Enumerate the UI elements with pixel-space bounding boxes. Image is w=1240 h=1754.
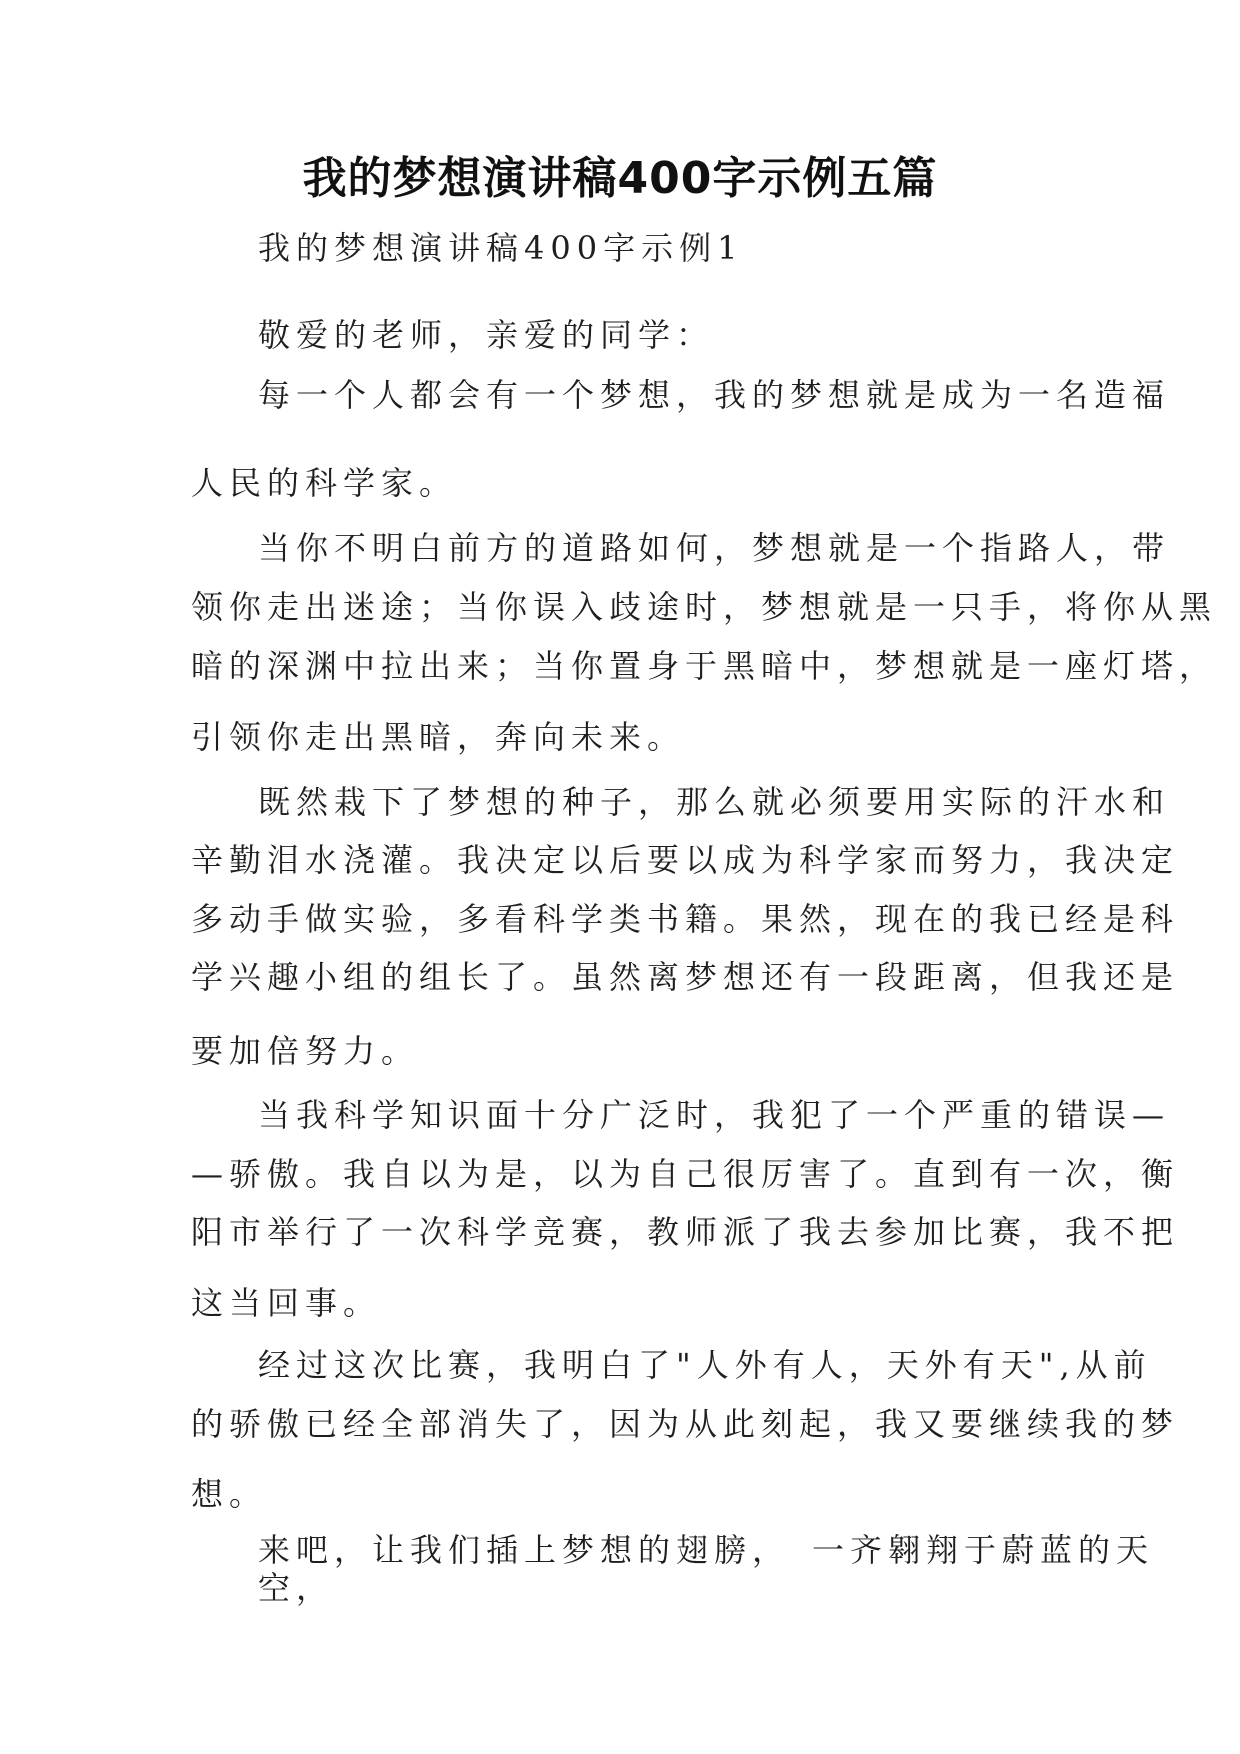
paragraph-line: 的骄傲已经全部消失了，因为从此刻起，我又要继续我的梦 — [191, 1405, 1180, 1443]
paragraph-line: 学兴趣小组的组长了。虽然离梦想还有一段距离，但我还是 — [191, 958, 1180, 996]
paragraph-line: 暗的深渊中拉出来；当你置身于黑暗中，梦想就是一座灯塔， — [191, 647, 1218, 685]
paragraph-line: 经过这次比赛，我明白了"人外有人，天外有天",从前 — [258, 1346, 1152, 1384]
paragraph-line: 阳市举行了一次科学竞赛，教师派了我去参加比赛，我不把 — [191, 1213, 1180, 1251]
paragraph-line: 想。 — [191, 1475, 268, 1513]
paragraph-line: 领你走出迷途；当你误入歧途时，梦想就是一只手，将你从黑 — [191, 588, 1218, 626]
paragraph-line: 当我科学知识面十分广泛时，我犯了一个严重的错误— — [258, 1096, 1171, 1134]
salutation: 敬爱的老师，亲爱的同学： — [258, 316, 715, 354]
paragraph-line: 辛勤泪水浇灌。我决定以后要以成为科学家而努力，我决定 — [191, 841, 1180, 879]
paragraph-line: 多动手做实验，多看科学类书籍。果然，现在的我已经是科 — [191, 900, 1180, 938]
document-title: 我的梦想演讲稿400字示例五篇 — [302, 153, 938, 204]
paragraph-line: —骄傲。我自以为是，以为自己很厉害了。直到有一次，衡 — [191, 1155, 1180, 1193]
paragraph-line: 人民的科学家。 — [191, 464, 458, 502]
paragraph-line: 当你不明白前方的道路如何，梦想就是一个指路人，带 — [258, 529, 1171, 567]
section-heading: 我的梦想演讲稿400字示例1 — [258, 229, 744, 267]
paragraph-line: 每一个人都会有一个梦想，我的梦想就是成为一名造福 — [258, 376, 1171, 414]
paragraph-line: 来吧，让我们插上梦想的翅膀， 一齐翱翔于蔚蓝的天 — [258, 1531, 1155, 1569]
paragraph-line: 这当回事。 — [191, 1284, 382, 1322]
paragraph-line: 要加倍努力。 — [191, 1032, 420, 1070]
paragraph-line: 既然栽下了梦想的种子，那么就必须要用实际的汗水和 — [258, 783, 1171, 821]
paragraph-line: 引领你走出黑暗，奔向未来。 — [191, 718, 686, 756]
paragraph-line: 空， — [258, 1569, 335, 1607]
